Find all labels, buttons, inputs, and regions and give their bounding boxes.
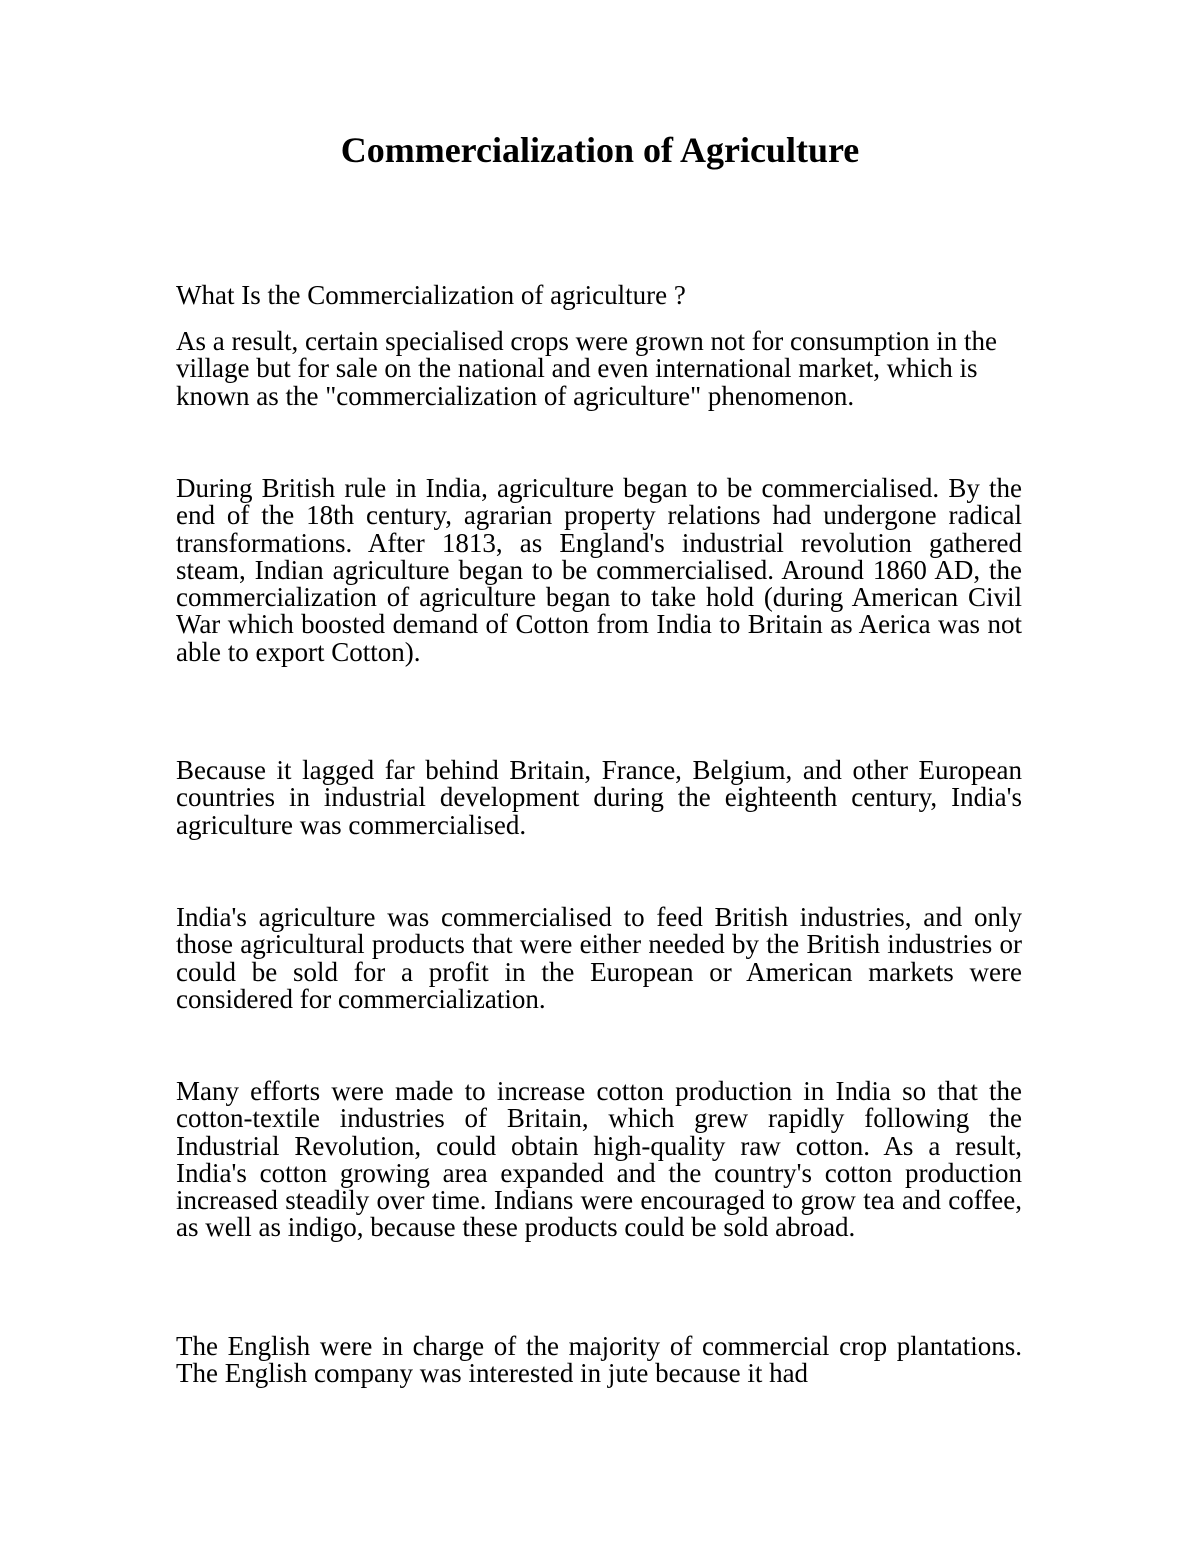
paragraph-plantations: The English were in charge of the majority of commercial crop plantations. The English company was interested in jute because it had (176, 1331, 1022, 1389)
paragraph-lagged-behind: Because it lagged far behind Britain, France, Belgium, and other European countries in industrial development during the eighteenth century, India's agriculture was commercialised. (176, 755, 1022, 840)
question-heading: What Is the Commercialization of agriculture ? (176, 280, 686, 310)
paragraph-cotton-production: Many efforts were made to increase cotton production in India so that the cotton-textile industries of Britain, which grew rapidly following the Industrial Revolution, could obtain high-quality raw cotton. As a result, India's cotton growing area expanded and the country's cotton production increased steadily over time. Indians were encouraged to grow tea and coffee, as well as indigo, because these products could be sold abroad. (176, 1076, 1022, 1243)
paragraph-feed-industries: India's agriculture was commercialised to feed British industries, and only those agricultural products that were either needed by the British industries or could be sold for a profit in the European or American markets were considered for commercialization. (176, 902, 1022, 1014)
paragraph-british-rule: During British rule in India, agriculture began to be commercialised. By the end of the 18th century, agrarian property relations had undergone radical transformations. After 1813, as England's industrial revolution gathered steam, Indian agriculture began to be commercialised. Around 1860 AD, the commercialization of agriculture began to take hold (during American Civil War which boosted demand of Cotton from India to Britain as Aerica was not able to export Cotton). (176, 473, 1022, 667)
paragraph-definition: As a result, certain specialised crops were grown not for consumption in the village but for sale on the national and even international market, which is known as the "commercialization of agriculture" phenomenon. (176, 326, 998, 411)
document-title: Commercialization of Agriculture (340, 130, 860, 170)
